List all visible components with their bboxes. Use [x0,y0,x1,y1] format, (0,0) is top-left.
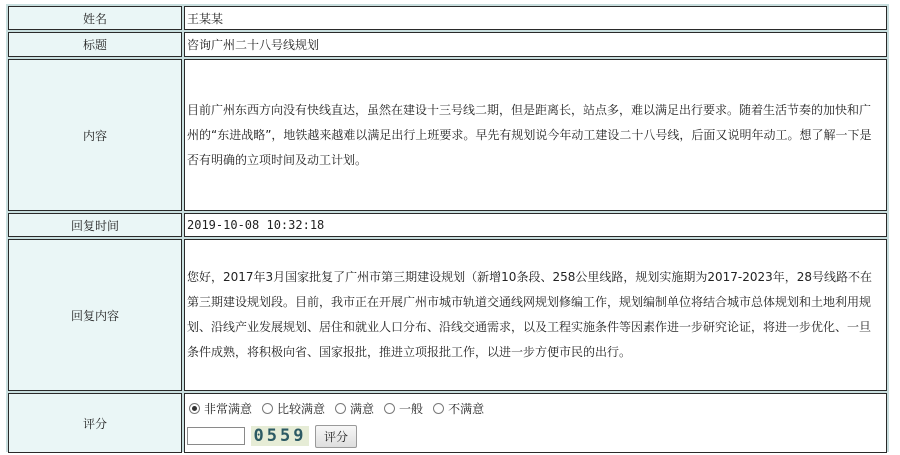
rating-option-very-satisfied[interactable] [189,400,252,417]
name-value: 王某某 [184,6,887,30]
content-cell [184,59,887,211]
row-title [8,32,887,57]
rating-submit-row [185,423,886,449]
rating-option-label: 满意 [350,401,375,416]
rating-submit-button[interactable]: 评分 [315,425,357,448]
rating-cell [184,393,887,453]
rating-option-label: 比较满意 [277,401,326,416]
captcha-input[interactable] [187,427,245,445]
radio-circle[interactable] [189,403,200,414]
rating-label: 评分 [8,393,182,453]
title-label: 标题 [8,32,182,57]
name-label: 姓名 [8,6,182,30]
content-label: 内容 [8,59,182,211]
rating-option-dissatisfied[interactable] [433,400,484,417]
reply-time-label: 回复时间 [8,213,182,237]
radio-circle[interactable] [433,403,444,414]
rating-option-label: 不满意 [448,401,485,416]
title-value: 咨询广州二十八号线规划 [184,32,887,57]
rating-option-satisfied[interactable] [335,400,374,417]
radio-circle[interactable] [262,403,273,414]
reply-time-value: 2019-10-08 10:32:18 [184,213,887,237]
rating-radio-group [185,397,886,419]
content-text: 目前广州东西方向没有快线直达，虽然在建设十三号线二期，但是距离长，站点多，难以满足出行要求。随着生活节奏的加快和广州的“东进战略”，地铁越来越难以满足出行上班要求。早先有规划说今年动工建设二十八号线，后面又说明年动工。想了解一下是否有明确的立项时间及动工计划。 [187,102,872,167]
rating-option-label: 非常满意 [204,401,253,416]
row-rating [8,393,887,453]
radio-circle[interactable] [335,403,346,414]
radio-circle[interactable] [384,403,395,414]
rating-option-label: 一般 [399,401,424,416]
reply-cell [184,239,887,391]
reply-text: 您好，2017年3月国家批复了广州市第三期建设规划（新增10条段、258公里线路，规划实施期为2017-2023年，28号线路不在第三期建设规划段。目前，我市正在开展广州市城市轨道交通线网规划修编工作，规划编制单位将结合城市总体规划和土地利用规划、沿线产业发展规划、居住和就业人口分布、沿线交通需求，以及工程实施条件等因素作进一步研究论证，将进一步优化、一旦条件成熟，将积极向省、国家报批，推进立项报批工作，以进一步方便市民的出行。 [187,270,873,359]
reply-label: 回复内容 [8,239,182,391]
row-reply-time [8,213,887,237]
row-content [8,59,887,211]
row-reply [8,239,887,391]
row-name [8,6,887,30]
rating-option-fairly-satisfied[interactable] [262,400,325,417]
rating-option-average[interactable] [384,400,423,417]
captcha-image[interactable]: 0559 [251,426,309,446]
consultation-form [6,4,889,455]
